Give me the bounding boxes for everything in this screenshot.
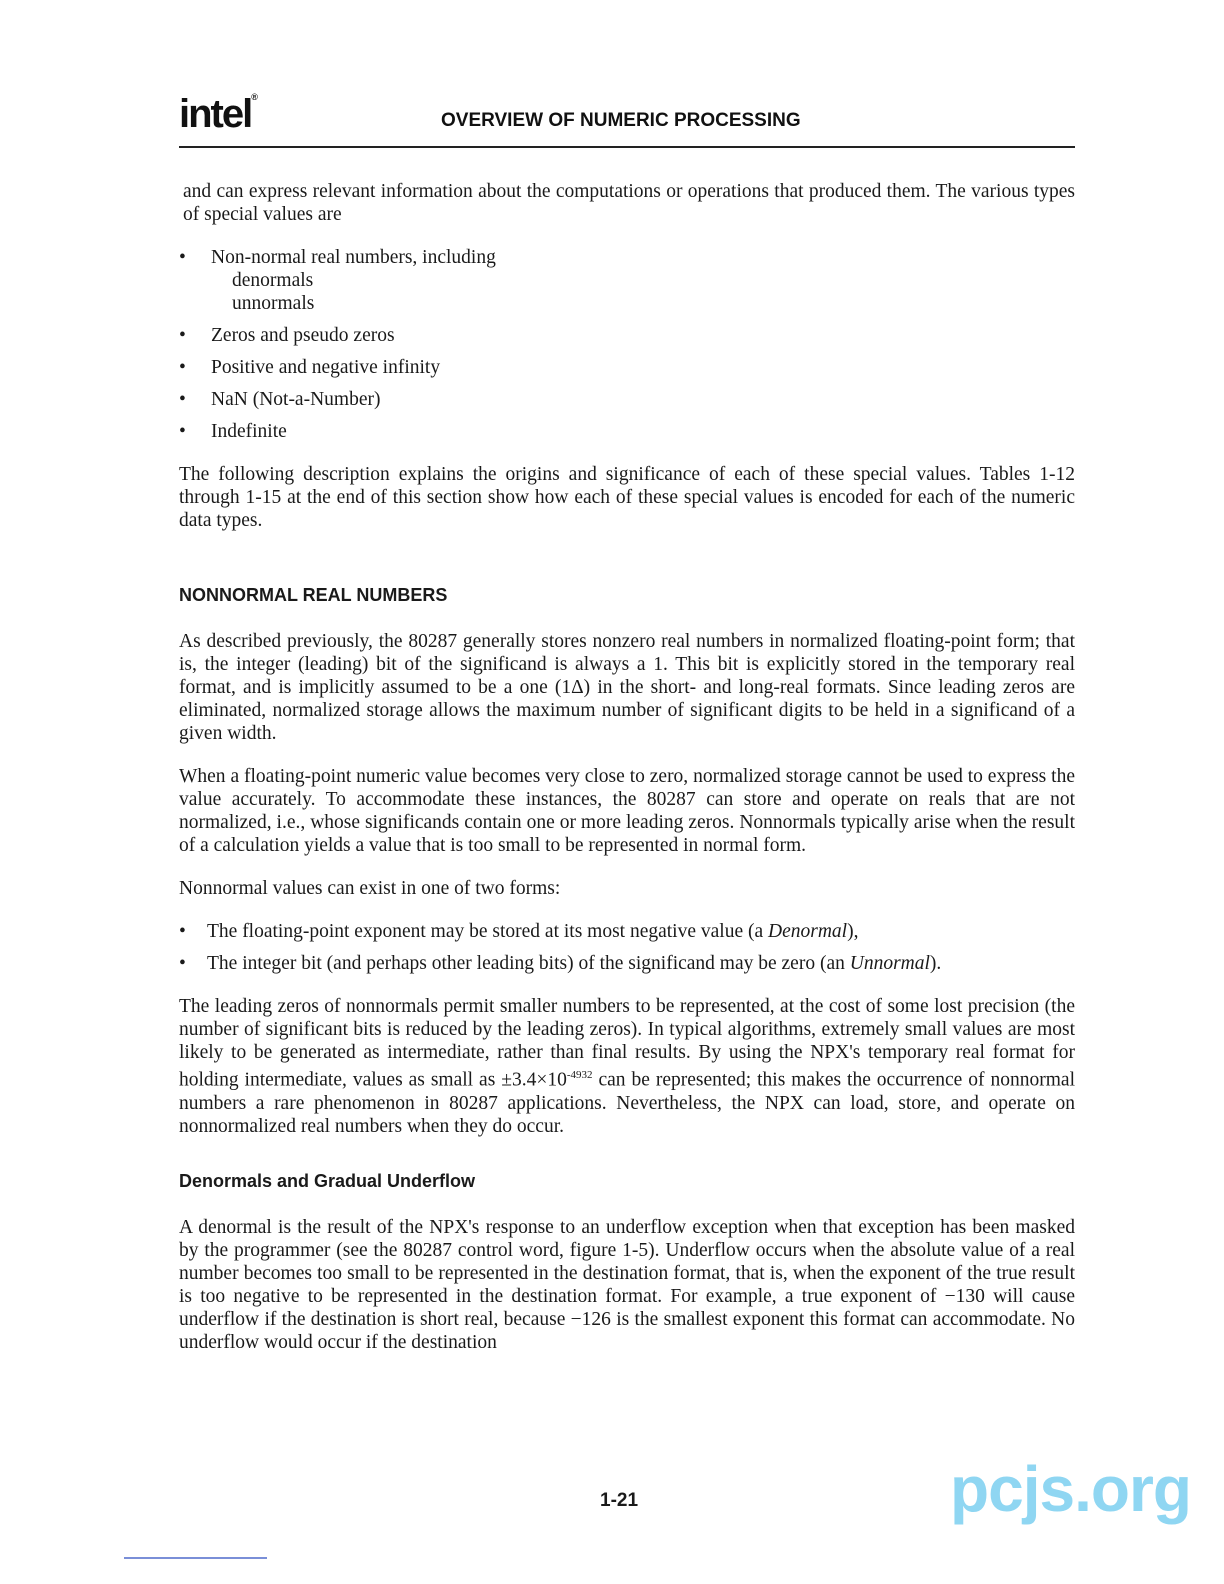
list-item-label: Non-normal real numbers, including <box>211 247 496 268</box>
list-item-label: NaN (Not-a-Number) <box>211 389 381 410</box>
list-item-label: Positive and negative infinity <box>211 357 441 378</box>
special-values-list <box>179 246 1075 443</box>
list-item <box>179 952 1075 975</box>
nonnormal-paragraph-1: As described previously, the 80287 generally stores nonzero real numbers in normalized floating-point form; that is, the integer (leading) bit of the significand is always a 1. This bit is explicitly stored in the temporary real format, and is implicitly assumed to be a one (1Δ) in the short- and long-real formats. Since leading zeros are eliminated, normalized storage allows the maximum number of significant digits to be held in a significand of a given width. <box>179 631 1075 744</box>
list-item-label: Zeros and pseudo zeros <box>211 325 395 346</box>
form-end: ). <box>929 953 942 974</box>
form-term: Denormal <box>768 921 848 942</box>
bullet-icon: • <box>179 389 186 410</box>
form-text: The floating-point exponent may be stored at its most negative value (a <box>207 921 769 942</box>
list-item <box>179 388 1075 411</box>
bullet-icon: • <box>179 421 186 442</box>
list-item <box>179 920 1075 943</box>
logo-text: intel <box>179 92 252 136</box>
exponent: -4932 <box>566 1069 593 1081</box>
page-number: 1-21 <box>600 1490 639 1511</box>
denormals-paragraph-1: A denormal is the result of the NPX's response to an underflow exception when that exception has been masked by the programmer (see the 80287 control word, figure 1-5). Underflow occurs when the absolute value of a real number becomes too small to be represented in the destination format, that is, when the exponent of the true result is too negative to be represented in the destination format. For example, a true exponent of −130 will cause underflow if the destination is short real, because −126 is the smallest exponent this format can accommodate. No underflow would occur if the destination <box>179 1216 1075 1353</box>
pcjs-watermark: pcjs.org <box>950 1453 1191 1525</box>
form-text: The integer bit (and perhaps other leading bits) of the significand may be zero (an <box>207 953 850 974</box>
p4-start: The leading zeros of nonnormals permit smaller numbers to be represented, at the cost of some lost precision (the number of significant bits is reduced by the leading zeros). In typical algorithms, extremely small values are most likely to be generated as intermediate, rather than final results. By using the NPX's temporary real format for holding intermediate, values as small as ±3.4×10 <box>179 996 1075 1091</box>
page-header <box>179 88 1075 148</box>
list-item <box>179 356 1075 379</box>
list-item-label: Indefinite <box>211 421 287 442</box>
sub-item-unnormals: unnormals <box>232 293 315 314</box>
nonnormal-forms-list <box>179 920 1075 975</box>
p4-end: can be represented; this makes the occurrence of nonnormal numbers a rare phenomenon in 80287 applications. Nevertheless, the NPX can load, store, and operate on nonnormalized real numbers when they do occur. <box>179 1069 1075 1137</box>
bullet-icon: • <box>179 921 186 942</box>
nonnormal-paragraph-2: When a floating-point numeric value becomes very close to zero, normalized storage cannot be used to express the value accurately. To accommodate these instances, the 80287 can store and operate on reals that are not normalized, i.e., whose significands contain one or more leading zeros. Nonnormals typically arise when the result of a calculation yields a value that is too small to be represented in normal form. <box>179 766 1075 856</box>
bullet-icon: • <box>179 325 186 346</box>
intel-logo <box>179 92 258 137</box>
sub-item-denormals: denormals <box>232 270 314 291</box>
page-title: OVERVIEW OF NUMERIC PROCESSING <box>441 110 801 131</box>
list-item <box>179 246 1075 315</box>
form-term: Unnormal <box>849 953 930 974</box>
nonnormal-paragraph-4 <box>179 995 1075 1138</box>
section-heading-denormals: Denormals and Gradual Underflow <box>179 1170 476 1191</box>
list-item <box>179 324 1075 347</box>
intro-paragraph-2: The following description explains the origins and significance of each of these special values. Tables 1-12 through 1-15 at the end of this section show how each of these special values is encoded for each of the numeric data types. <box>179 464 1075 531</box>
form-end: ), <box>847 921 859 942</box>
bullet-icon: • <box>179 357 186 378</box>
page-content <box>179 180 1075 1354</box>
section-heading-nonnormal: NONNORMAL REAL NUMBERS <box>179 585 448 605</box>
bullet-icon: • <box>179 953 186 974</box>
registered-mark: ® <box>251 92 258 102</box>
intro-paragraph: and can express relevant information about the computations or operations that produced them. The various types of special values are <box>183 181 1075 225</box>
list-item <box>179 420 1075 443</box>
bullet-icon: • <box>179 247 186 268</box>
bottom-link-underline <box>124 1557 267 1559</box>
nonnormal-paragraph-3: Nonnormal values can exist in one of two forms: <box>179 878 561 899</box>
